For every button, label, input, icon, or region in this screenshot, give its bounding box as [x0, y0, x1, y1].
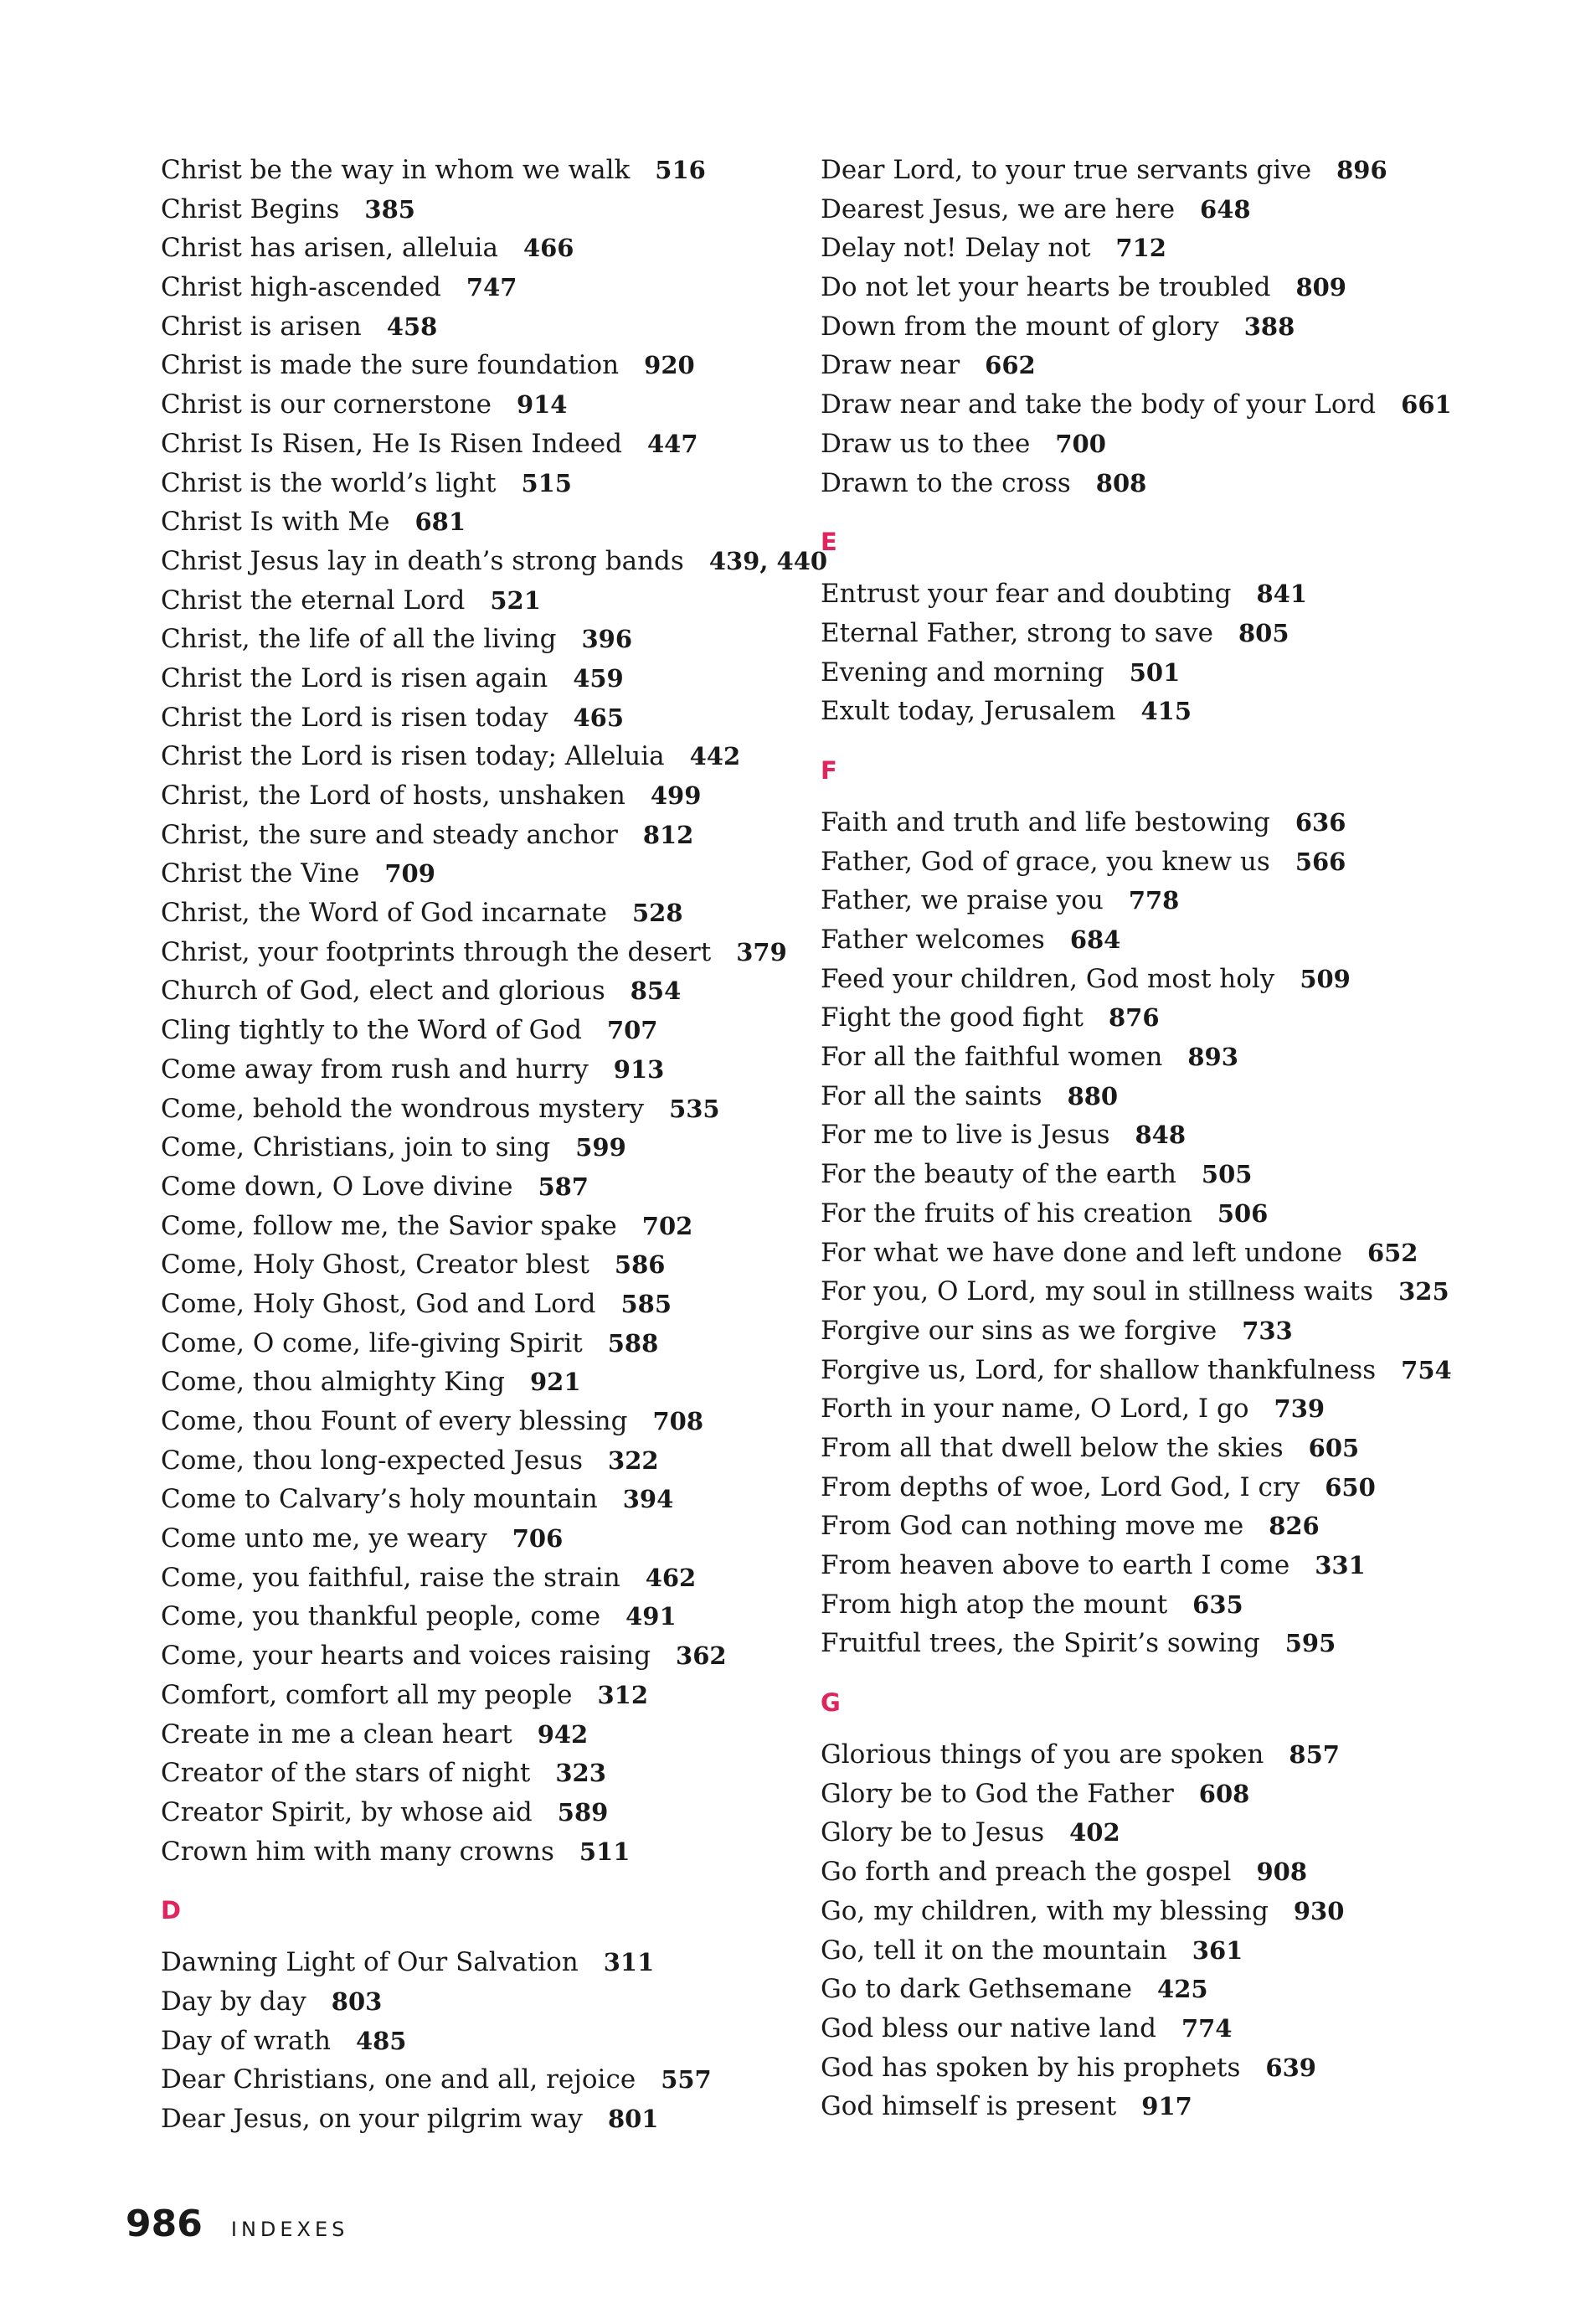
hymn-title: Christ, your footprints through the desert — [161, 936, 712, 967]
hymn-number: 425 — [1157, 1975, 1208, 2004]
index-entry — [161, 971, 797, 1011]
index-entry — [821, 1507, 1457, 1546]
hymn-number: 311 — [603, 1948, 655, 1977]
hymn-title: For you, O Lord, my soul in stillness waits — [821, 1276, 1374, 1307]
hymn-title: Christ the Lord is risen today — [161, 702, 548, 733]
hymn-title: Forth in your name, O Lord, I go — [821, 1394, 1249, 1425]
hymn-title: Christ Is Risen, He Is Risen Indeed — [161, 428, 622, 459]
hymn-number: 528 — [631, 899, 683, 928]
hymn-title: Christ has arisen, alleluia — [161, 233, 498, 264]
hymn-title: Creator of the stars of night — [161, 1758, 531, 1789]
hymn-number: 442 — [689, 742, 741, 771]
hymn-title: Come, behold the wondrous mystery — [161, 1093, 645, 1124]
hymn-title: Come, thou long-expected Jesus — [161, 1445, 584, 1476]
hymn-title: Christ, the Lord of hosts, unshaken — [161, 781, 625, 811]
hymn-title: Go, tell it on the mountain — [821, 1935, 1167, 1966]
hymn-number: 652 — [1367, 1238, 1418, 1267]
hymn-number: 396 — [581, 625, 633, 654]
hymn-title: Christ, the sure and steady anchor — [161, 819, 618, 850]
hymn-number: 857 — [1289, 1740, 1340, 1770]
index-entry — [821, 1735, 1457, 1775]
hymn-number: 439, 440 — [708, 546, 828, 575]
hymn-number: 805 — [1238, 618, 1289, 647]
hymn-number: 566 — [1295, 847, 1346, 876]
hymn-title: Dearest Jesus, we are here — [821, 193, 1176, 224]
index-entry — [161, 1982, 797, 2022]
hymn-number: 506 — [1217, 1198, 1269, 1228]
hymn-number: 325 — [1398, 1277, 1449, 1306]
index-entry — [161, 190, 797, 229]
index-entry — [821, 1931, 1457, 1971]
hymn-title: Christ high-ascended — [161, 272, 441, 303]
hymn-number: 322 — [608, 1445, 659, 1475]
index-entry — [161, 933, 797, 972]
hymn-number: 876 — [1108, 1003, 1160, 1033]
hymn-title: For me to live is Jesus — [821, 1120, 1110, 1151]
index-entry — [821, 1272, 1457, 1311]
hymn-number: 942 — [537, 1719, 589, 1749]
hymn-number: 415 — [1140, 697, 1192, 726]
hymn-number: 908 — [1256, 1858, 1308, 1887]
section-letter: D — [161, 1896, 182, 1925]
hymn-title: Come, your hearts and voices raising — [161, 1641, 651, 1672]
hymn-title: Evening and morning — [821, 657, 1104, 688]
hymn-title: Christ Jesus lay in death’s strong bands — [161, 545, 684, 576]
hymn-title: Draw near and take the body of your Lord — [821, 389, 1377, 420]
hymn-number: 589 — [557, 1797, 609, 1827]
hymn-title: Glory be to God the Father — [821, 1778, 1174, 1809]
hymn-title: Dear Jesus, on your pilgrim way — [161, 2104, 583, 2134]
hymn-number: 608 — [1198, 1779, 1250, 1808]
hymn-title: Come, Christians, join to sing — [161, 1132, 551, 1163]
hymn-title: Come, Holy Ghost, Creator blest — [161, 1250, 589, 1281]
section-letter: F — [821, 755, 837, 785]
index-entry — [161, 346, 797, 385]
index-entry — [821, 1194, 1457, 1234]
index-entry — [821, 190, 1457, 229]
hymn-title: Come, O come, life-giving Spirit — [161, 1327, 583, 1358]
hymn-title: Father, God of grace, you knew us — [821, 846, 1270, 877]
index-entry — [821, 1813, 1457, 1853]
hymn-number: 447 — [647, 429, 698, 458]
hymn-title: Father, we praise you — [821, 885, 1104, 916]
hymn-number: 462 — [645, 1563, 697, 1592]
hymn-number: 747 — [466, 273, 517, 302]
hymn-title: Come down, O Love divine — [161, 1171, 513, 1202]
hymn-number: 505 — [1201, 1160, 1253, 1189]
index-entry — [821, 1038, 1457, 1077]
hymn-title: Dear Christians, one and all, rejoice — [161, 2064, 636, 2095]
hymn-number: 459 — [573, 663, 624, 693]
hymn-number: 854 — [630, 976, 682, 1006]
index-entry — [821, 920, 1457, 960]
hymn-number: 896 — [1336, 156, 1387, 184]
hymn-title: Create in me a clean heart — [161, 1719, 512, 1749]
index-entry — [161, 1167, 797, 1207]
hymn-title: Day by day — [161, 1986, 306, 2017]
hymn-title: Christ Is with Me — [161, 507, 390, 538]
index-entry — [821, 464, 1457, 503]
hymn-number: 585 — [620, 1289, 672, 1318]
hymn-title: For the fruits of his creation — [821, 1198, 1192, 1229]
hymn-title: Come, Holy Ghost, God and Lord — [161, 1288, 596, 1319]
index-entry — [821, 1585, 1457, 1625]
index-entry — [821, 1970, 1457, 2009]
hymn-number: 323 — [555, 1759, 606, 1788]
index-entry — [161, 1597, 797, 1636]
hymn-title: Day of wrath — [161, 2025, 331, 2056]
index-entry — [821, 229, 1457, 268]
index-entry — [161, 1011, 797, 1050]
hymn-title: For the beauty of the earth — [821, 1159, 1176, 1190]
hymn-title: Feed your children, God most holy — [821, 963, 1275, 994]
hymn-number: 706 — [512, 1524, 564, 1554]
hymn-number: 535 — [669, 1094, 720, 1123]
index-entry — [821, 1234, 1457, 1273]
hymn-title: For all the faithful women — [821, 1042, 1163, 1073]
index-entry — [821, 425, 1457, 464]
hymn-number: 636 — [1295, 807, 1346, 837]
hymn-number: 499 — [650, 781, 702, 810]
hymn-title: Christ is the world’s light — [161, 467, 497, 498]
hymn-title: Come unto me, ye weary — [161, 1523, 487, 1554]
hymn-title: God bless our native land — [821, 2012, 1156, 2043]
hymn-number: 684 — [1069, 925, 1121, 954]
index-entry — [821, 1892, 1457, 1931]
index-entry — [161, 151, 797, 190]
index-entry — [161, 698, 797, 738]
hymn-number: 599 — [575, 1133, 626, 1162]
hymn-title: Do not let your hearts be troubled — [821, 272, 1271, 303]
hymn-number: 458 — [386, 312, 438, 341]
hymn-number: 521 — [490, 585, 541, 615]
index-entry — [161, 1559, 797, 1598]
hymn-number: 917 — [1141, 2092, 1192, 2121]
hymn-title: Come, thou Fount of every blessing — [161, 1406, 628, 1436]
hymn-number: 893 — [1187, 1043, 1238, 1072]
index-entry — [161, 659, 797, 698]
index-entry — [161, 2022, 797, 2061]
hymn-title: Draw us to thee — [821, 428, 1031, 459]
hymn-number: 803 — [331, 1986, 383, 2016]
index-entry — [161, 816, 797, 855]
index-entry — [821, 1116, 1457, 1155]
index-entry — [161, 542, 828, 581]
index-entry — [161, 1519, 797, 1559]
hymn-number: 485 — [355, 2026, 407, 2055]
hymn-title: Glorious things of you are spoken — [821, 1739, 1264, 1770]
hymn-title: For what we have done and left undone — [821, 1237, 1342, 1268]
hymn-title: For all the saints — [821, 1080, 1042, 1111]
index-entry — [821, 575, 1457, 614]
hymn-number: 639 — [1265, 2053, 1316, 2082]
index-entry — [821, 1429, 1457, 1468]
hymn-number: 394 — [622, 1485, 674, 1514]
index-entry — [161, 425, 797, 464]
hymn-number: 511 — [579, 1837, 631, 1866]
index-entry — [161, 581, 797, 621]
index-entry — [161, 307, 797, 347]
index-entry — [821, 1468, 1457, 1507]
hymn-number: 778 — [1128, 886, 1180, 915]
hymn-number: 913 — [613, 1054, 665, 1084]
index-entry — [161, 268, 797, 307]
index-entry — [821, 346, 1457, 385]
index-entry — [161, 1285, 797, 1324]
hymn-title: From all that dwell below the skies — [821, 1432, 1284, 1463]
hymn-title: Christ the Vine — [161, 858, 360, 889]
index-entry — [821, 1077, 1457, 1116]
hymn-title: Cling tightly to the Word of God — [161, 1015, 582, 1046]
hymn-title: Entrust your fear and doubting — [821, 579, 1232, 610]
hymn-number: 586 — [614, 1250, 666, 1280]
hymn-number: 848 — [1135, 1121, 1187, 1150]
hymn-title: Exult today, Jerusalem — [821, 696, 1116, 727]
hymn-number: 707 — [606, 1016, 658, 1045]
section-label: INDEXES — [230, 2218, 349, 2241]
index-entry — [821, 307, 1457, 347]
hymn-title: Christ is our cornerstone — [161, 389, 492, 420]
hymn-title: Christ the Lord is risen today; Alleluia — [161, 741, 665, 772]
index-entry — [821, 960, 1457, 999]
hymn-title: Come, thou almighty King — [161, 1367, 505, 1398]
hymn-title: Come, you thankful people, come — [161, 1601, 601, 1632]
hymn-title: Come, follow me, the Savior spake — [161, 1210, 617, 1241]
hymn-number: 826 — [1269, 1512, 1320, 1541]
hymn-title: Creator Spirit, by whose aid — [161, 1796, 533, 1827]
page-number: 986 — [126, 2203, 203, 2245]
hymn-title: Christ the Lord is risen again — [161, 662, 548, 693]
hymn-title: Go to dark Gethsemane — [821, 1974, 1133, 2005]
index-entry — [821, 385, 1457, 425]
hymn-number: 808 — [1095, 468, 1147, 497]
hymn-number: 733 — [1242, 1316, 1293, 1345]
hymn-title: Down from the mount of glory — [821, 311, 1219, 342]
hymn-title: Go, my children, with my blessing — [821, 1895, 1269, 1926]
hymn-number: 708 — [652, 1407, 704, 1435]
hymn-title: Crown him with many crowns — [161, 1836, 554, 1867]
hymn-number: 930 — [1293, 1896, 1345, 1925]
hymn-title: Christ is arisen — [161, 311, 362, 342]
hymn-title: God has spoken by his prophets — [821, 2052, 1241, 2083]
hymn-title: Christ Begins — [161, 193, 340, 224]
hymn-number: 331 — [1315, 1551, 1366, 1579]
hymn-title: Forgive our sins as we forgive — [821, 1315, 1217, 1346]
hymn-number: 515 — [521, 468, 572, 497]
hymn-title: Faith and truth and life bestowing — [821, 806, 1270, 837]
hymn-number: 801 — [607, 2105, 659, 2133]
index-entry — [161, 1402, 797, 1441]
index-entry — [161, 1636, 797, 1676]
hymn-title: Comfort, comfort all my people — [161, 1679, 573, 1710]
hymn-number: 402 — [1069, 1818, 1120, 1847]
index-entry — [161, 1324, 797, 1363]
hymn-title: Come, you faithful, raise the strain — [161, 1562, 620, 1593]
index-entry — [161, 1050, 797, 1090]
hymn-number: 501 — [1129, 657, 1181, 687]
index-entry — [161, 2100, 797, 2139]
hymn-number: 739 — [1274, 1394, 1325, 1424]
index-entry — [161, 464, 797, 503]
hymn-number: 465 — [573, 703, 625, 732]
hymn-number: 361 — [1192, 1935, 1243, 1965]
hymn-number: 702 — [641, 1211, 693, 1240]
hymn-number: 712 — [1115, 234, 1166, 263]
hymn-number: 557 — [661, 2065, 712, 2095]
hymn-number: 595 — [1284, 1629, 1336, 1658]
index-entry — [161, 1793, 797, 1832]
index-entry — [821, 843, 1457, 882]
index-entry — [161, 2060, 797, 2100]
section-letter: G — [821, 1688, 841, 1718]
hymn-title: Dawning Light of Our Salvation — [161, 1947, 579, 1978]
index-entry — [161, 1207, 797, 1246]
index-entry — [821, 268, 1457, 307]
hymn-title: Dear Lord, to your true servants give — [821, 155, 1312, 185]
hymn-number: 709 — [384, 859, 435, 889]
index-entry — [161, 1754, 797, 1793]
index-entry — [821, 1155, 1457, 1194]
index-entry — [821, 1546, 1457, 1585]
hymn-number: 921 — [529, 1368, 581, 1397]
index-entry — [821, 1853, 1457, 1892]
hymn-title: Church of God, elect and glorious — [161, 976, 605, 1007]
hymn-title: God himself is present — [821, 2091, 1117, 2122]
hymn-title: Come away from rush and hurry — [161, 1054, 589, 1085]
hymn-number: 914 — [516, 390, 568, 420]
hymn-title: Drawn to the cross — [821, 467, 1071, 498]
hymn-number: 809 — [1295, 273, 1346, 302]
hymn-title: Forgive us, Lord, for shallow thankfulness — [821, 1354, 1377, 1385]
hymn-title: Fight the good fight — [821, 1002, 1084, 1033]
hymn-number: 312 — [597, 1680, 649, 1709]
hymn-title: From high atop the mount — [821, 1589, 1168, 1620]
hymn-number: 379 — [736, 937, 787, 966]
index-entry — [161, 1676, 797, 1715]
page-footer — [126, 2203, 348, 2245]
hymn-number: 700 — [1055, 429, 1106, 458]
index-entry — [161, 1480, 797, 1519]
hymn-title: Christ the eternal Lord — [161, 585, 466, 616]
hymn-title: Christ, the life of all the living — [161, 624, 557, 655]
hymn-number: 841 — [1256, 580, 1308, 609]
hymn-number: 516 — [655, 156, 706, 184]
index-entry — [161, 854, 797, 894]
index-entry — [821, 803, 1457, 843]
index-entry — [161, 1090, 797, 1129]
index-entry — [161, 1245, 797, 1285]
index-entry — [821, 151, 1457, 190]
index-entry — [821, 1389, 1457, 1429]
hymn-title: Father welcomes — [821, 925, 1045, 955]
hymn-title: Delay not! Delay not — [821, 233, 1091, 264]
index-entry — [161, 894, 797, 933]
hymn-number: 588 — [607, 1328, 659, 1358]
hymn-title: Christ, the Word of God incarnate — [161, 898, 607, 929]
hymn-title: Go forth and preach the gospel — [821, 1857, 1232, 1888]
hymn-number: 662 — [985, 351, 1036, 380]
hymn-number: 491 — [625, 1602, 677, 1631]
hymn-number: 812 — [642, 820, 694, 849]
hymn-number: 754 — [1401, 1355, 1452, 1384]
index-entry — [821, 1775, 1457, 1814]
index-entry — [161, 229, 797, 268]
hymn-number: 880 — [1067, 1081, 1119, 1110]
index-entry — [161, 1943, 797, 1982]
hymn-number: 388 — [1243, 312, 1295, 341]
index-entry — [821, 653, 1457, 693]
index-entry — [161, 737, 797, 776]
hymn-number: 362 — [676, 1641, 727, 1671]
hymn-number: 605 — [1308, 1433, 1360, 1462]
hymn-title: Glory be to Jesus — [821, 1817, 1045, 1848]
hymn-number: 661 — [1401, 390, 1452, 420]
hymn-title: Fruitful trees, the Spirit’s sowing — [821, 1628, 1260, 1659]
hymn-number: 635 — [1192, 1590, 1243, 1619]
index-column-right — [821, 151, 1457, 2126]
index-entry — [821, 1311, 1457, 1351]
index-entry — [821, 1624, 1457, 1663]
hymn-title: From heaven above to earth I come — [821, 1550, 1290, 1580]
index-entry — [821, 2009, 1457, 2048]
hymn-number: 650 — [1325, 1472, 1376, 1502]
index-entry — [821, 998, 1457, 1038]
index-entry — [161, 502, 797, 542]
index-entry — [161, 1441, 797, 1481]
index-entry — [161, 1832, 797, 1872]
hymn-title: Eternal Father, strong to save — [821, 617, 1213, 648]
index-entry — [161, 1363, 797, 1402]
index-entry — [161, 1715, 797, 1755]
hymn-number: 385 — [364, 194, 415, 224]
index-column-left — [161, 151, 828, 2139]
hymn-number: 648 — [1200, 194, 1251, 224]
index-entry — [161, 776, 797, 816]
hymn-title: Come to Calvary’s holy mountain — [161, 1484, 598, 1515]
hymn-number: 681 — [414, 508, 466, 537]
hymn-number: 774 — [1181, 2013, 1233, 2043]
hymn-title: From depths of woe, Lord God, I cry — [821, 1471, 1300, 1502]
hymn-number: 587 — [538, 1172, 589, 1201]
hymn-title: Christ be the way in whom we walk — [161, 155, 631, 185]
index-entry — [821, 2087, 1457, 2126]
index-entry — [821, 1351, 1457, 1390]
hymn-title: Draw near — [821, 350, 960, 381]
hymn-title: Christ is made the sure foundation — [161, 350, 620, 381]
hymn-number: 466 — [522, 234, 574, 263]
index-entry — [161, 385, 797, 425]
index-entry — [821, 881, 1457, 920]
hymn-title: From God can nothing move me — [821, 1511, 1244, 1542]
index-entry — [821, 614, 1457, 653]
index-entry — [161, 620, 797, 659]
index-entry — [821, 2048, 1457, 2088]
section-letter: E — [821, 528, 837, 557]
index-entry — [161, 1128, 797, 1167]
hymn-number: 920 — [644, 351, 695, 380]
index-entry — [821, 692, 1457, 731]
hymn-number: 509 — [1300, 964, 1351, 993]
